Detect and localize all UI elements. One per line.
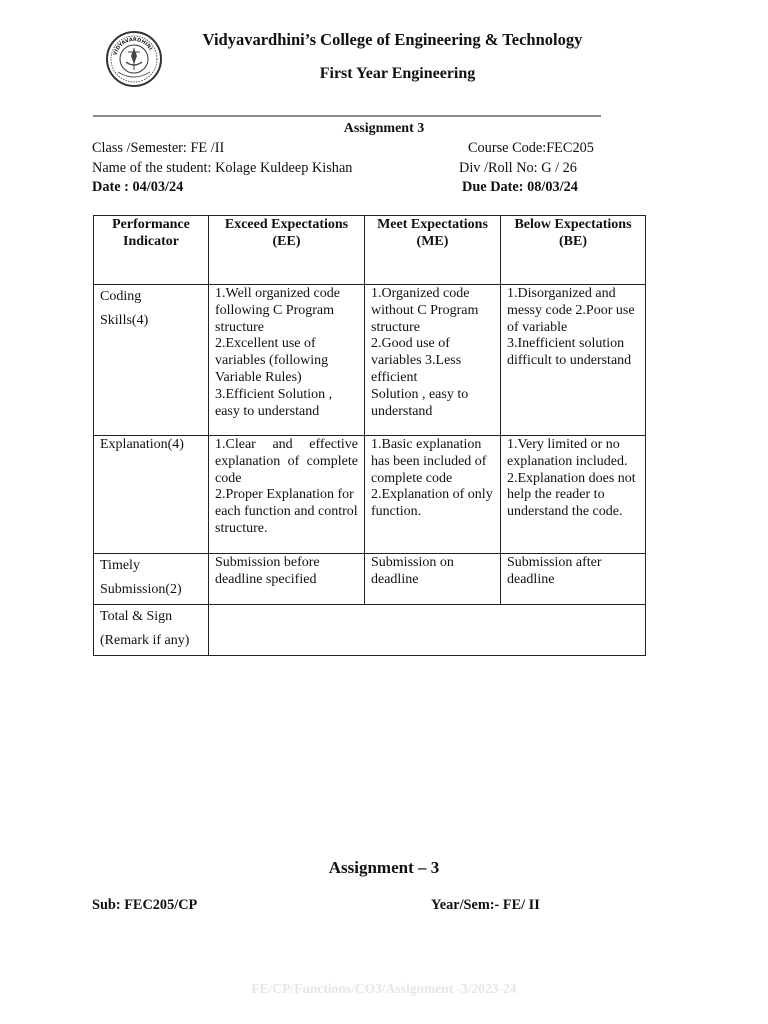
header-meet: Meet Expectations (ME) bbox=[365, 216, 501, 285]
ee-cell bbox=[209, 554, 365, 605]
cell-line: 2.Explanation does not help the reader to understand the code. bbox=[507, 470, 636, 520]
cell-line: 3.Efficient Solution , easy to understand bbox=[215, 386, 333, 419]
cell-line: 1.Disorganized and messy code 2.Poor use of variable bbox=[507, 286, 635, 335]
indicator-text: Submission(2) bbox=[100, 582, 182, 597]
indicator-cell bbox=[94, 436, 209, 554]
indicator-text: Explanation(4) bbox=[100, 437, 184, 452]
cell-line: 2.Excellent use of variables (following Variable Rules) bbox=[215, 336, 329, 385]
rubric-header-row bbox=[94, 216, 646, 285]
cell-line: 1.Clear and effective explanation of complete code bbox=[215, 437, 358, 486]
cell-line: Submission on deadline bbox=[371, 555, 454, 587]
be-cell bbox=[501, 285, 646, 436]
cell-line: Submission after deadline bbox=[507, 555, 602, 587]
student-name: Name of the student: Kolage Kuldeep Kishan bbox=[92, 160, 353, 176]
indicator-cell bbox=[94, 554, 209, 605]
department-title: First Year Engineering bbox=[319, 65, 476, 82]
total-label-cell bbox=[94, 605, 209, 656]
date: Date : 04/03/24 bbox=[92, 179, 184, 195]
total-sign-cell bbox=[209, 605, 646, 656]
indicator-cell bbox=[94, 285, 209, 436]
college-logo bbox=[104, 28, 164, 90]
me-cell bbox=[365, 554, 501, 605]
cell-line: 2.Good use of variables 3.Less efficient bbox=[371, 336, 462, 385]
header-performance-indicator: Performance Indicator bbox=[94, 216, 209, 285]
cell-line: 1.Well organized code following C Program structure bbox=[215, 286, 340, 335]
course-code: Course Code:FEC205 bbox=[468, 140, 594, 156]
cell-line: 1.Organized code without C Program structure bbox=[371, 286, 479, 335]
due-date: Due Date: 08/03/24 bbox=[462, 179, 578, 195]
assignment-title: Assignment 3 bbox=[343, 121, 425, 136]
header-divider bbox=[93, 115, 601, 117]
table-row bbox=[94, 554, 646, 605]
cell-line: Solution , easy to understand bbox=[371, 386, 469, 419]
ee-cell bbox=[209, 436, 365, 554]
div-roll: Div /Roll No: G / 26 bbox=[459, 160, 577, 176]
year-semester: Year/Sem:- FE/ II bbox=[431, 897, 540, 913]
header-exceed: Exceed Expectations (EE) bbox=[209, 216, 365, 285]
footer-watermark: FE/CP/Functions/CO3/Assignment -3/2023-24 bbox=[251, 981, 517, 996]
indicator-text: Skills(4) bbox=[100, 313, 149, 328]
cell-line: 2.Explanation of only function. bbox=[371, 487, 493, 520]
cell-line: 1.Very limited or no explanation included. bbox=[507, 437, 628, 469]
logo-text: VIDYAVARDHINI bbox=[112, 36, 154, 57]
indicator-text: Timely bbox=[100, 558, 140, 573]
section-title: Assignment – 3 bbox=[328, 858, 440, 877]
table-row bbox=[94, 285, 646, 436]
cell-line: Submission before deadline specified bbox=[215, 555, 320, 587]
be-cell bbox=[501, 554, 646, 605]
me-cell bbox=[365, 436, 501, 554]
table-row bbox=[94, 436, 646, 554]
ee-cell bbox=[209, 285, 365, 436]
cell-line: 2.Proper Explanation for each function and control structure. bbox=[215, 487, 358, 536]
subject-code: Sub: FEC205/CP bbox=[92, 897, 198, 913]
be-cell bbox=[501, 436, 646, 554]
class-semester: Class /Semester: FE /II bbox=[92, 140, 225, 156]
header-below: Below Expectations (BE) bbox=[501, 216, 646, 285]
total-label: Total & Sign bbox=[100, 609, 173, 624]
cell-line: 3.Inefficient solution difficult to understand bbox=[507, 336, 632, 369]
total-row bbox=[94, 605, 646, 656]
rubric-table bbox=[93, 215, 646, 656]
cell-line: 1.Basic explanation has been included of complete code bbox=[371, 437, 487, 486]
me-cell bbox=[365, 285, 501, 436]
college-name: Vidyavardhini’s College of Engineering & Technology bbox=[202, 30, 583, 49]
indicator-text: Coding bbox=[100, 289, 142, 304]
remark-label: (Remark if any) bbox=[100, 633, 190, 648]
